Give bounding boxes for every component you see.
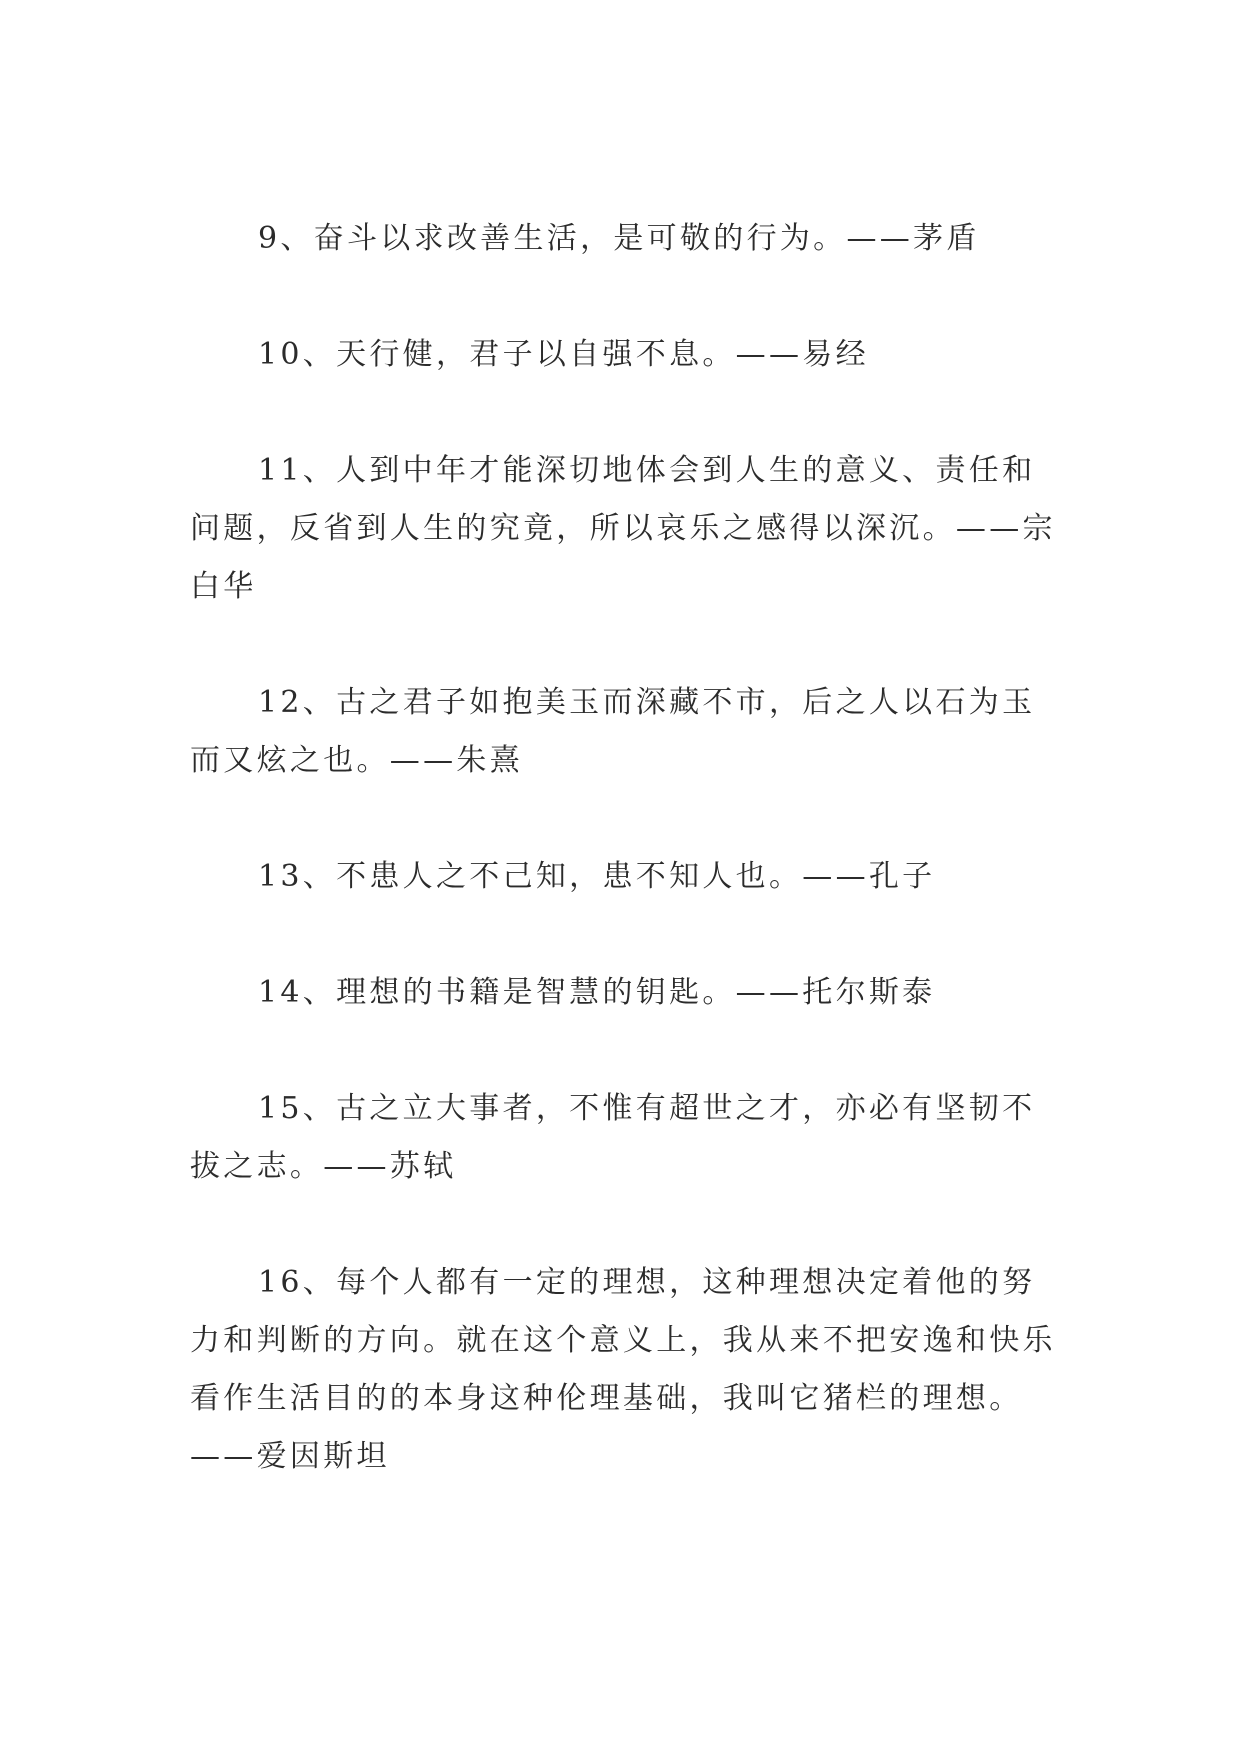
quote-paragraph-11: 11、人到中年才能深切地体会到人生的意义、责任和问题，反省到人生的究竟，所以哀乐之感得以深沉。——宗白华 bbox=[190, 453, 1056, 604]
quote-paragraph-12: 12、古之君子如抱美玉而深藏不市，后之人以石为玉而又炫之也。——朱熹 bbox=[190, 685, 1036, 778]
quote-paragraph-14: 14、理想的书籍是智慧的钥匙。——托尔斯泰 bbox=[258, 975, 936, 1010]
quote-paragraph-16: 16、每个人都有一定的理想，这种理想决定着他的努力和判断的方向。就在这个意义上，我从来不把安逸和快乐看作生活目的的本身这种伦理基础，我叫它猪栏的理想。——爱因斯坦 bbox=[190, 1265, 1056, 1474]
quote-paragraph-13: 13、不患人之不己知，患不知人也。——孔子 bbox=[258, 859, 936, 894]
quote-paragraph-10: 10、天行健，君子以自强不息。——易经 bbox=[258, 337, 869, 372]
document-body bbox=[190, 210, 1062, 1544]
quote-paragraph-15: 15、古之立大事者，不惟有超世之才，亦必有坚韧不拔之志。——苏轼 bbox=[190, 1091, 1036, 1184]
quote-paragraph-9: 9、奋斗以求改善生活，是可敬的行为。——茅盾 bbox=[258, 221, 980, 256]
